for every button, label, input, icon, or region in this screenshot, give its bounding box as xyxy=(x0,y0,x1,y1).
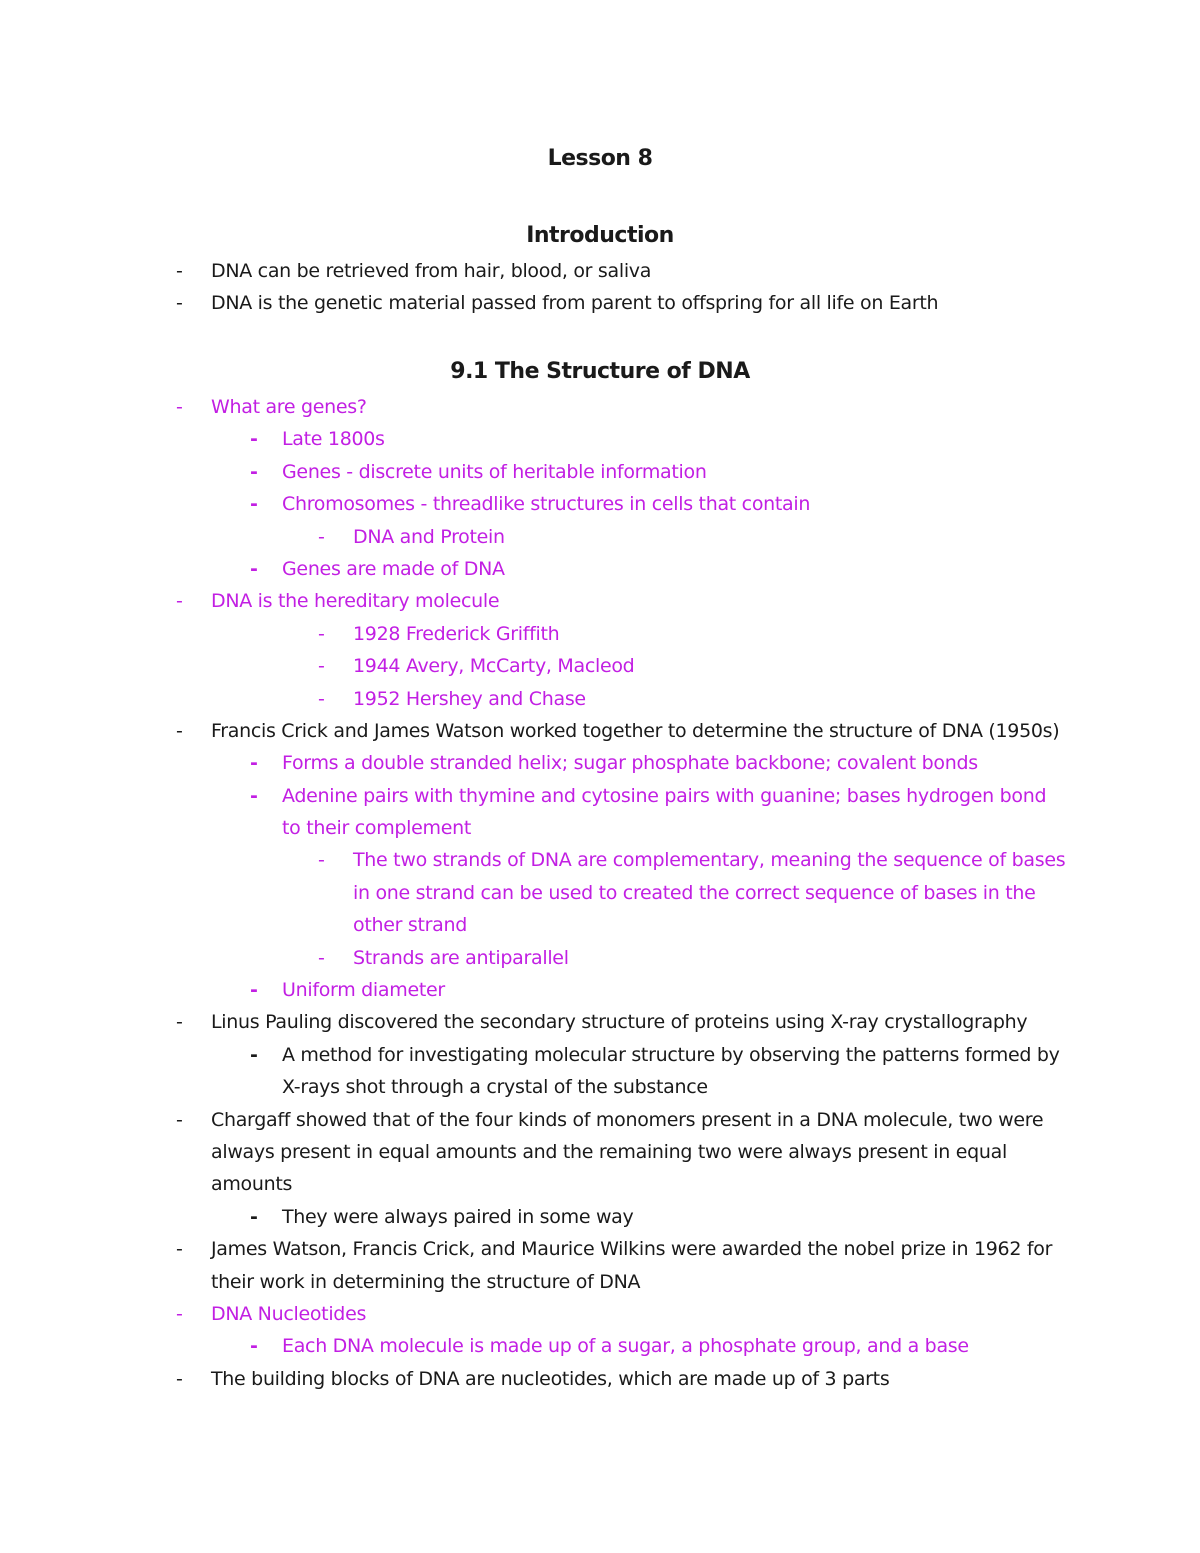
bullet-marker: - xyxy=(250,979,258,1002)
list-item xyxy=(0,255,1200,287)
list-item xyxy=(0,585,1200,617)
bullet-marker: - xyxy=(250,493,258,516)
list-item xyxy=(0,1266,1200,1298)
list-item xyxy=(0,812,1200,844)
list-item xyxy=(0,974,1200,1006)
bullet-marker: - xyxy=(176,719,183,742)
bullet-marker: - xyxy=(176,1108,183,1131)
list-item-text: Linus Pauling discovered the secondary structure of proteins using X-ray crystallography xyxy=(211,1011,1028,1034)
list-item-text: DNA Nucleotides xyxy=(211,1302,367,1325)
list-item xyxy=(0,287,1200,319)
list-item xyxy=(0,683,1200,715)
list-item xyxy=(0,650,1200,682)
list-item xyxy=(0,1363,1200,1395)
list-item-text: 1952 Hershey and Chase xyxy=(353,687,586,710)
list-item xyxy=(0,942,1200,974)
list-item xyxy=(0,1136,1200,1168)
bullet-marker: - xyxy=(318,849,325,872)
list-item xyxy=(0,1039,1200,1071)
list-item xyxy=(0,1006,1200,1038)
list-item-text: Adenine pairs with thymine and cytosine pairs with guanine; bases hydrogen bond xyxy=(282,784,1047,807)
list-item xyxy=(0,747,1200,779)
list-item-text: Chargaff showed that of the four kinds of monomers present in a DNA molecule, two were xyxy=(211,1108,1044,1131)
list-item-text: DNA is the genetic material passed from parent to offspring for all life on Earth xyxy=(211,292,939,315)
list-item-text: The building blocks of DNA are nucleotides, which are made up of 3 parts xyxy=(211,1367,890,1390)
bullet-marker: - xyxy=(250,428,258,451)
bullet-marker: - xyxy=(318,622,325,645)
list-item-text: other strand xyxy=(353,914,467,937)
list-item xyxy=(0,1071,1200,1103)
list-item xyxy=(0,877,1200,909)
list-item-text: their work in determining the structure of DNA xyxy=(211,1270,641,1293)
list-item xyxy=(0,1233,1200,1265)
list-item-text: Forms a double stranded helix; sugar phosphate backbone; covalent bonds xyxy=(282,752,978,775)
bullet-marker: - xyxy=(318,946,325,969)
list-item xyxy=(0,553,1200,585)
list-item-text: Uniform diameter xyxy=(282,979,445,1002)
section-heading-structure-of-dna: 9.1 The Structure of DNA xyxy=(450,359,750,384)
bullet-marker: - xyxy=(250,1043,258,1066)
list-item-text: DNA and Protein xyxy=(353,525,505,548)
list-item-text: Genes - discrete units of heritable information xyxy=(282,460,707,483)
list-item-text: in one strand can be used to created the correct sequence of bases in the xyxy=(353,881,1036,904)
list-item xyxy=(0,780,1200,812)
bullet-marker: - xyxy=(176,1302,183,1325)
list-item xyxy=(0,1168,1200,1200)
list-item-text: Strands are antiparallel xyxy=(353,946,569,969)
list-item-text: The two strands of DNA are complementary, meaning the sequence of bases xyxy=(353,849,1066,872)
list-item xyxy=(0,423,1200,455)
list-item xyxy=(0,909,1200,941)
list-item-text: amounts xyxy=(211,1173,293,1196)
list-item-text: Genes are made of DNA xyxy=(282,557,505,580)
list-item xyxy=(0,1104,1200,1136)
bullet-marker: - xyxy=(176,1367,183,1390)
list-item-text: Chromosomes - threadlike structures in cells that contain xyxy=(282,493,811,516)
list-item xyxy=(0,521,1200,553)
bullet-marker: - xyxy=(176,1238,183,1261)
list-item-text: Francis Crick and James Watson worked together to determine the structure of DNA (1950s) xyxy=(211,719,1060,742)
list-item-text: 1944 Avery, McCarty, Macleod xyxy=(353,655,635,678)
list-item-text: A method for investigating molecular structure by observing the patterns formed by xyxy=(282,1043,1060,1066)
list-item-text: DNA can be retrieved from hair, blood, or saliva xyxy=(211,260,652,282)
list-item-text: Late 1800s xyxy=(282,428,385,451)
bullet-marker: - xyxy=(318,525,325,548)
list-item-text: What are genes? xyxy=(211,396,367,418)
list-item xyxy=(0,488,1200,520)
list-item xyxy=(0,618,1200,650)
bullet-marker: - xyxy=(250,1205,258,1228)
bullet-marker: - xyxy=(250,1335,258,1358)
bullet-marker: - xyxy=(250,557,258,580)
section-heading-introduction: Introduction xyxy=(526,223,674,248)
list-item-text: They were always paired in some way xyxy=(282,1205,634,1228)
list-item xyxy=(0,844,1200,876)
list-item xyxy=(0,391,1200,423)
bullet-marker: - xyxy=(318,687,325,710)
list-item xyxy=(0,1201,1200,1233)
list-item xyxy=(0,1298,1200,1330)
list-item xyxy=(0,456,1200,488)
list-item xyxy=(0,715,1200,747)
bullet-marker: - xyxy=(318,655,325,678)
bullet-marker: - xyxy=(250,784,258,807)
bullet-marker: - xyxy=(250,460,258,483)
bullet-marker: - xyxy=(176,260,183,282)
bullet-marker: - xyxy=(250,752,258,775)
list-item-text: 1928 Frederick Griffith xyxy=(353,622,560,645)
bullet-marker: - xyxy=(176,590,183,613)
list-item-text: always present in equal amounts and the remaining two were always present in equal xyxy=(211,1140,1007,1163)
list-item-text: DNA is the hereditary molecule xyxy=(211,590,500,613)
list-item-text: X-rays shot through a crystal of the substance xyxy=(282,1076,708,1099)
bullet-marker: - xyxy=(176,396,183,418)
list-item-text: to their complement xyxy=(282,817,472,840)
bullet-marker: - xyxy=(176,292,183,315)
bullet-marker: - xyxy=(176,1011,183,1034)
list-item-text: Each DNA molecule is made up of a sugar, a phosphate group, and a base xyxy=(282,1335,969,1358)
introduction-list xyxy=(0,255,1200,320)
list-item xyxy=(0,1330,1200,1362)
lesson-title: Lesson 8 xyxy=(547,146,653,171)
structure-of-dna-list xyxy=(0,391,1200,1395)
list-item-text: James Watson, Francis Crick, and Maurice Wilkins were awarded the nobel prize in 1962 for xyxy=(211,1238,1053,1261)
